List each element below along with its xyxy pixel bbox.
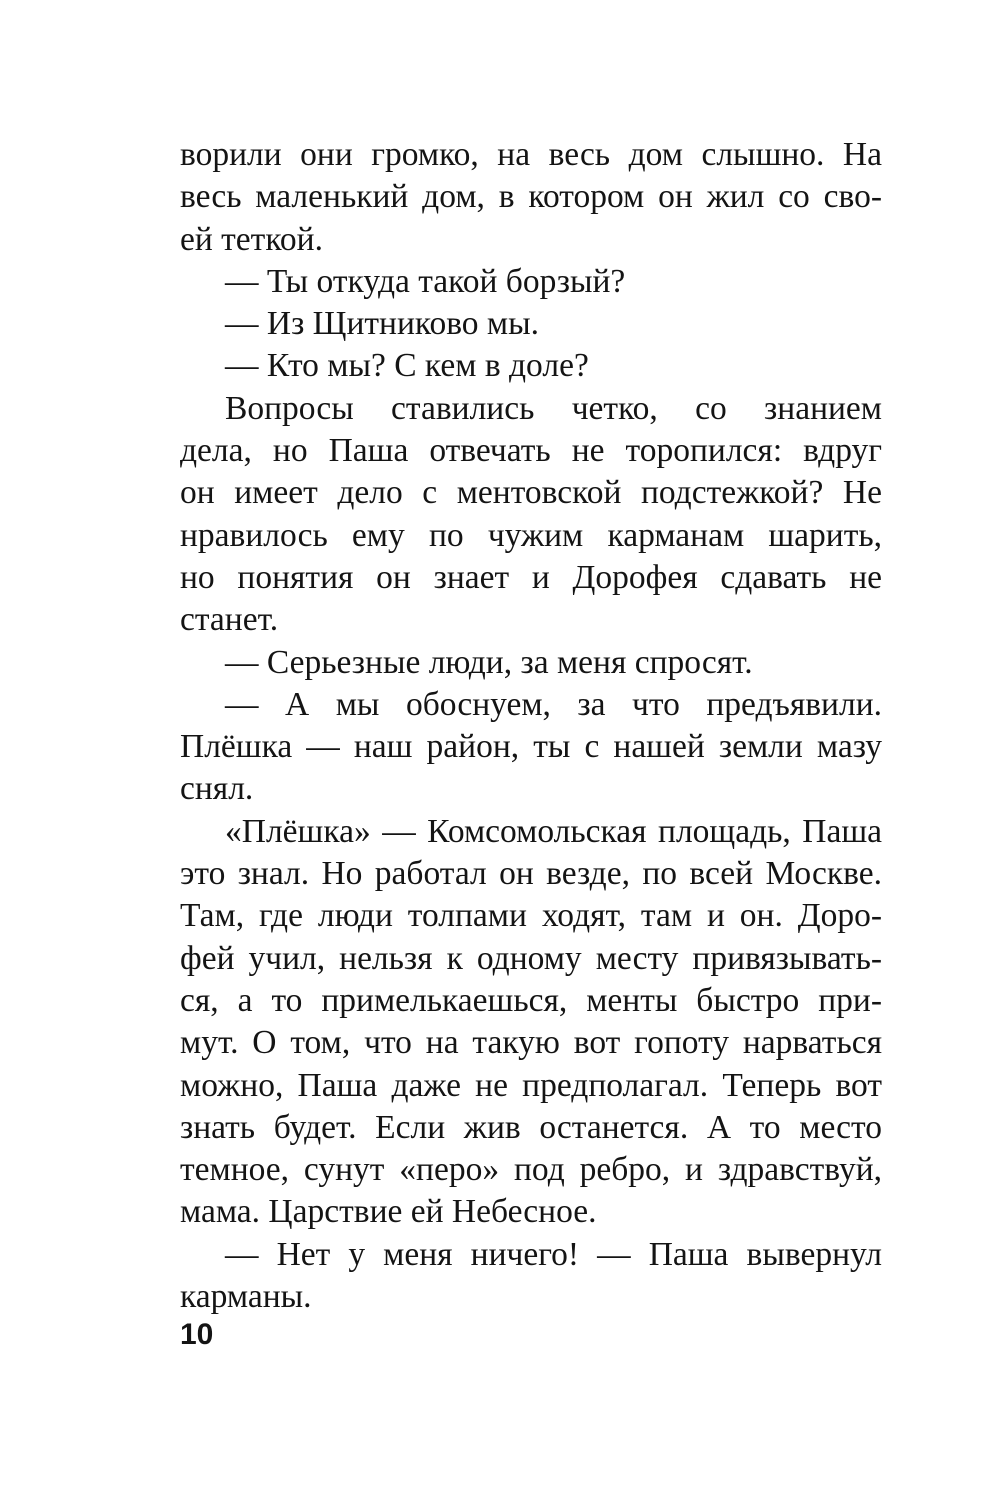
text-line: — Нет у меня ничего! — Паша вывернул	[225, 1235, 882, 1273]
text-line: весь маленький дом, в котором он жил со сво-	[180, 178, 882, 216]
body-text	[180, 134, 882, 1318]
text-line: — Ты откуда такой борзый?	[225, 262, 626, 300]
text-line: Плёшка — наш район, ты с нашей земли мазу	[180, 728, 882, 766]
text-line: — Кто мы? С кем в доле?	[225, 347, 589, 385]
text-line: станет.	[180, 601, 279, 639]
text-line: — Из Щитниково мы.	[225, 305, 540, 343]
text-line: Там, где люди толпами ходят, там и он. Доро-	[180, 897, 882, 935]
text-line: это знал. Но работал он везде, по всей Москве.	[180, 855, 882, 893]
text-line: Вопросы ставились четко, со знанием	[225, 389, 882, 427]
page-number: 10	[180, 1318, 214, 1351]
text-line: нравилось ему по чужим карманам шарить,	[180, 516, 882, 554]
text-line: он имеет дело с ментовской подстежкой? Не	[180, 474, 882, 512]
text-line: ей теткой.	[180, 220, 323, 258]
text-line: мут. О том, что на такую вот гопоту нарваться	[180, 1024, 882, 1062]
text-line: карманы.	[180, 1278, 312, 1316]
text-line: мама. Царствие ей Небесное.	[180, 1193, 597, 1231]
text-line: но понятия он знает и Дорофея сдавать не	[180, 558, 882, 596]
text-line: ворили они громко, на весь дом слышно. На	[180, 136, 882, 173]
text-line: ся, а то примелькаешься, менты быстро при-	[180, 981, 882, 1019]
text-line: — А мы обоснуем, за что предъявили.	[225, 685, 882, 723]
text-line: знать будет. Если жив останется. А то место	[180, 1108, 882, 1146]
text-line: — Серьезные люди, за меня спросят.	[225, 643, 753, 681]
text-line: можно, Паша даже не предполагал. Теперь вот	[180, 1066, 882, 1104]
text-line: фей учил, нельзя к одному месту привязывать-	[180, 939, 882, 977]
text-line: «Плёшка» — Комсомольская площадь, Паша	[225, 812, 882, 850]
text-line: дела, но Паша отвечать не торопился: вдруг	[180, 432, 882, 470]
text-line: темное, сунут «перо» под ребро, и здравствуй,	[180, 1151, 882, 1189]
text-line: снял.	[180, 770, 254, 808]
